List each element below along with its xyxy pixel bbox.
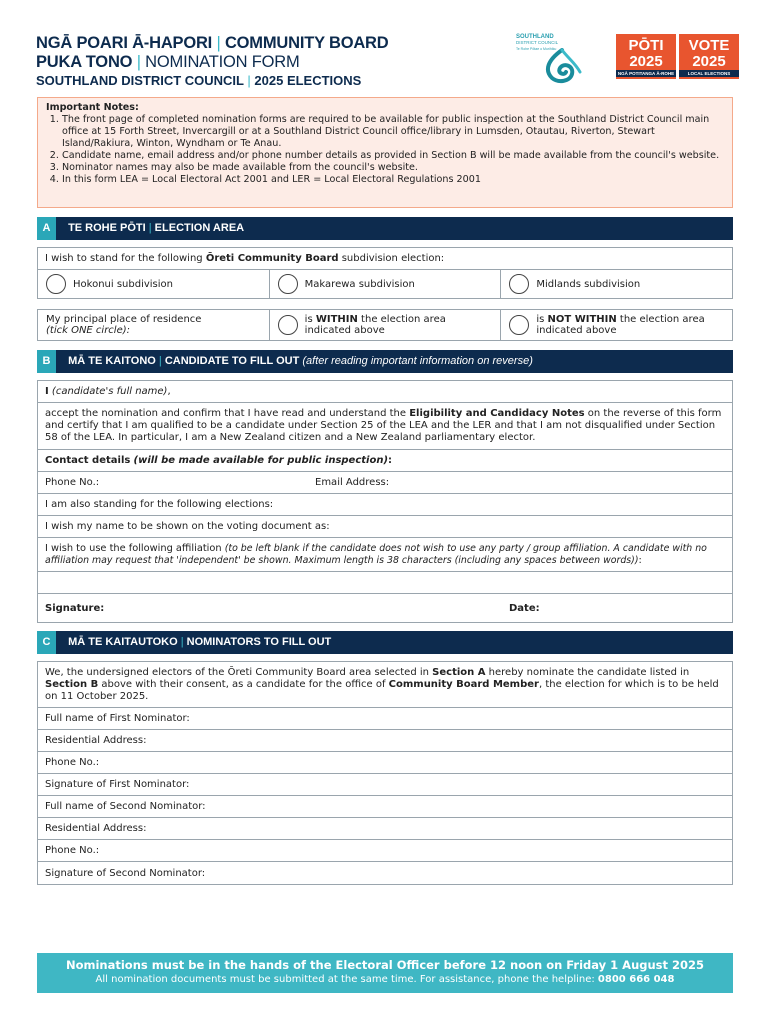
council-logo — [516, 34, 578, 88]
option-hokonui[interactable] — [37, 269, 270, 299]
council-logo-text-1: SOUTHLAND — [516, 34, 554, 40]
section-c-header — [37, 631, 733, 654]
radio-circle[interactable] — [509, 315, 529, 335]
koru-wave-icon — [538, 48, 588, 84]
vote-badge-text-3: LOCAL ELECTIONS — [679, 70, 739, 77]
poti-2025-badge — [616, 34, 676, 79]
first-nominator-name-field[interactable]: Full name of First Nominator: — [37, 707, 733, 729]
contact-row — [37, 471, 733, 493]
affiliation-input[interactable] — [37, 571, 733, 593]
radio-circle[interactable] — [46, 274, 66, 294]
separator: | — [216, 34, 221, 52]
radio-circle[interactable] — [278, 274, 298, 294]
note-item: 1. The front page of completed nomination forms are required to be available for public inspection at the Southland District Council main office at 15 Forth Street, Invercargill or at a Southland District Council office/library in Lumsden, Otautau, Riverton, Stewart Island/Rakiura, Winton, Wyndham or Te Anau. — [62, 114, 724, 150]
acceptance-statement: accept the nomination and confirm that I have read and understand the Eligibility and Candidacy Notes on the reverse of this form and certify that I am qualified to be a candidate under Section 25 of the LEA and the LER and that I am not disqualified under Section 58 of the LEA. In particular, I am a New Zealand citizen and a New Zealand parliamentary elector. — [37, 402, 733, 449]
voting-name-field[interactable]: I wish my name to be shown on the voting document as: — [37, 515, 733, 537]
note-item: 4. In this form LEA = Local Electoral Act 2001 and LER = Local Electoral Regulations 2001 — [62, 174, 724, 186]
option-label: Hokonui subdivision — [73, 278, 173, 290]
vote-badge-text-1: VOTE — [688, 37, 730, 54]
council-logo-text-3: Te Rohe Pōtae o Murihiku — [516, 47, 557, 51]
contact-details-heading: Contact details (will be made available for public inspection): — [37, 449, 733, 471]
helpline-text: All nomination documents must be submitted at the same time. For assistance, phone the helpline: 0800 666 048 — [95, 974, 675, 985]
deadline-text: Nominations must be in the hands of the Electoral Officer before 12 noon on Friday 1 August 2025 — [65, 958, 705, 972]
note-item: 3. Nominator names may also be made available from the council's website. — [62, 162, 724, 174]
first-nominator-phone-field[interactable]: Phone No.: — [37, 751, 733, 773]
section-title-english: CANDIDATE TO FILL OUT — [164, 355, 300, 367]
signature-row — [37, 593, 733, 623]
notes-list — [46, 114, 724, 186]
section-letter: B — [37, 350, 56, 373]
second-nominator-phone-field[interactable]: Phone No.: — [37, 839, 733, 861]
intro-text: I wish to stand for the following Ōreti Community Board subdivision election: — [45, 253, 445, 264]
affiliation-label: I wish to use the following affiliation (to be left blank if the candidate does not wish to use any party / group affiliation. A candidate with no affiliation may request that 'independent' be shown. Maximum length is 38 characters (including any spaces between words)): — [37, 537, 733, 571]
vote-badge-text-2: 2025 — [692, 53, 726, 70]
option-label: Midlands subdivision — [536, 278, 641, 290]
election-year: 2025 ELECTIONS — [254, 73, 362, 88]
section-title-note: (after reading important information on reverse) — [302, 355, 533, 367]
residence-label: My principal place of residence (tick ONE circle): — [37, 309, 270, 341]
section-title-maori: MĀ TE KAITAUTOKO — [68, 636, 178, 648]
subtitle-english: NOMINATION FORM — [145, 53, 300, 71]
email-field[interactable]: Email Address: — [315, 477, 390, 488]
helpline-number: 0800 666 048 — [597, 974, 675, 985]
section-a-intro — [37, 247, 733, 269]
note-item: 2. Candidate name, email address and/or phone number details as provided in Section B will be made available from the council's website. — [62, 150, 724, 162]
second-nominator-signature-field[interactable]: Signature of Second Nominator: — [37, 861, 733, 885]
deadline-banner — [37, 953, 733, 993]
first-nominator-address-field[interactable]: Residential Address: — [37, 729, 733, 751]
council-name: SOUTHLAND DISTRICT COUNCIL — [36, 73, 244, 88]
section-title-english: NOMINATORS TO FILL OUT — [186, 636, 332, 648]
separator: | — [148, 222, 152, 234]
option-not-within[interactable]: is NOT WITHIN the election area indicated above — [501, 309, 733, 341]
option-label: Makarewa subdivision — [304, 278, 415, 290]
section-b-header — [37, 350, 733, 373]
notes-heading: Important Notes: — [46, 102, 139, 113]
separator: | — [180, 636, 184, 648]
poti-badge-text-2: 2025 — [629, 53, 663, 70]
second-nominator-name-field[interactable]: Full name of Second Nominator: — [37, 795, 733, 817]
separator: | — [158, 355, 162, 367]
option-makarewa[interactable] — [270, 269, 502, 299]
title-english: COMMUNITY BOARD — [224, 34, 389, 52]
section-title-maori: MĀ TE KAITONO — [68, 355, 156, 367]
subtitle-maori: PUKA TONO — [36, 53, 133, 71]
radio-circle[interactable] — [509, 274, 529, 294]
residence-options — [37, 309, 733, 341]
second-nominator-address-field[interactable]: Residential Address: — [37, 817, 733, 839]
also-standing-field[interactable]: I am also standing for the following elections: — [37, 493, 733, 515]
poti-badge-text-1: PŌTI — [628, 37, 664, 54]
date-field[interactable]: Date: — [509, 602, 540, 614]
section-a-header — [37, 217, 733, 240]
signature-field[interactable]: Signature: — [45, 602, 105, 614]
subdivision-options — [37, 269, 733, 299]
council-logo-text-2: DISTRICT COUNCIL — [516, 40, 559, 45]
candidate-name-field[interactable]: I (candidate's full name), — [37, 380, 733, 402]
section-letter: C — [37, 631, 56, 654]
separator: | — [247, 73, 251, 88]
vote-2025-badge — [679, 34, 739, 79]
separator: | — [136, 53, 141, 71]
option-midlands[interactable] — [501, 269, 733, 299]
poti-badge-text-3: NGĀ POTITANGA Ā-ROHE — [617, 71, 675, 76]
section-title-maori: TE ROHE PŌTI — [68, 222, 146, 234]
section-title-english: ELECTION AREA — [154, 222, 245, 234]
radio-circle[interactable] — [278, 315, 298, 335]
first-nominator-signature-field[interactable]: Signature of First Nominator: — [37, 773, 733, 795]
option-within[interactable]: is WITHIN the election area indicated above — [270, 309, 502, 341]
form-header — [36, 34, 736, 88]
title-maori: NGĀ POARI Ā-HAPORI — [36, 34, 213, 52]
important-notes — [37, 97, 733, 208]
phone-field[interactable]: Phone No.: — [45, 477, 100, 488]
nominators-statement: We, the undersigned electors of the Ōreti Community Board area selected in Section A hereby nominate the candidate listed in Section B above with their consent, as a candidate for the office of Community Board Member, the election for which is to be held on 11 October 2025. — [37, 661, 733, 707]
section-letter: A — [37, 217, 56, 240]
